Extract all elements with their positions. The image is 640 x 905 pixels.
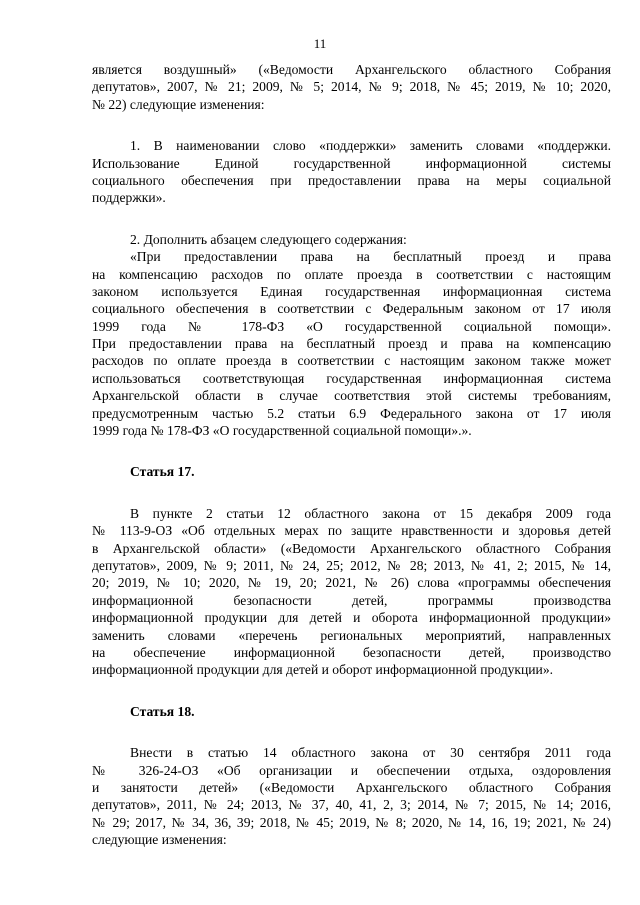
text-line: и занятости детей» («Ведомости Архангельского областного Собрания — [92, 779, 611, 795]
article-heading: Статья 18. — [130, 703, 195, 719]
text-line: № 29; 2017, № 34, 36, 39; 2018, № 45; 2019, № 8; 2020, № 14, 16, 19; 2021, № 24) — [92, 814, 611, 830]
text-line: является воздушный» («Ведомости Архангельского областного Собрания — [92, 62, 611, 77]
text-line: информационной безопасности детей, программы производства — [92, 592, 611, 608]
text-line: депутатов», 2007, № 21; 2009, № 5; 2014, № 9; 2018, № 45; 2019, № 10; 2020, — [92, 79, 611, 95]
text-line: № 113-9-ОЗ «Об отдельных мерах по защите нравственности и здоровья детей — [92, 523, 611, 539]
paragraph — [92, 61, 611, 113]
text-line: «При предоставлении права на бесплатный проезд и права — [130, 249, 611, 265]
text-line: предусмотренным частью 5.2 статьи 6.9 Федерального закона от 17 июля — [92, 405, 611, 421]
text-line: 1999 года № 178-ФЗ «О государственной социальной помощи».». — [92, 423, 472, 439]
text-line: депутатов», 2009, № 9; 2011, № 24, 25; 2012, № 28; 2013, № 41, 2; 2015, № 14, — [92, 557, 611, 573]
text-line: расходов по оплате проезда в соответствии с настоящим законом также может — [92, 353, 611, 369]
document-body — [92, 61, 611, 848]
text-line: на компенсацию расходов по оплате проезда в соответствии с настоящим — [92, 266, 611, 282]
text-line: социального обеспечения в соответствии с Федеральным законом от 17 июля — [92, 301, 611, 317]
text-line: 2. Дополнить абзацем следующего содержания: — [130, 231, 407, 247]
paragraph — [92, 231, 611, 440]
text-line: При предоставлении права на бесплатный проезд и права на компенсацию — [92, 336, 611, 352]
text-line: Архангельской области в случае соответствия этой системы требованиям, — [92, 388, 611, 404]
article-heading: Статья 17. — [130, 464, 195, 480]
text-line: депутатов», 2011, № 24; 2013, № 37, 40, 41, 2, 3; 2014, № 7; 2015, № 14; 2016, — [92, 797, 611, 813]
text-line: поддержки». — [92, 190, 166, 206]
text-line: № 326-24-ОЗ «Об организации и обеспечении отдыха, оздоровления — [92, 762, 611, 778]
paragraph-spacer — [92, 439, 611, 463]
paragraph — [92, 505, 611, 679]
paragraph — [92, 744, 611, 848]
paragraph-spacer — [92, 720, 611, 744]
paragraph-spacer — [92, 113, 611, 137]
text-line: 1999 года № 178-ФЗ «О государственной социальной помощи». — [92, 318, 611, 334]
text-line: информационной продукции для детей и оборота информационной продукции» — [92, 610, 611, 626]
paragraph-spacer — [92, 207, 611, 231]
text-line: законом используется Единая государственная информационная система — [92, 283, 611, 299]
paragraph-spacer — [92, 481, 611, 505]
text-line: использоваться соответствующая государственная информационная система — [92, 370, 611, 386]
text-line: Внести в статью 14 областного закона от 30 сентября 2011 года — [130, 745, 611, 761]
text-line: 20; 2019, № 10; 2020, № 19, 20; 2021, № 26) слова «программы обеспечения — [92, 575, 611, 591]
page-number: 11 — [313, 36, 327, 51]
text-line: № 22) следующие изменения: — [92, 96, 265, 112]
text-line: социального обеспечения при предоставлении права на меры социальной — [92, 172, 611, 188]
text-line: на обеспечение информационной безопасности детей, производство — [92, 644, 611, 660]
paragraph — [92, 137, 611, 207]
text-line: в Архангельской области» («Ведомости Архангельского областного Собрания — [92, 540, 611, 556]
text-line: 1. В наименовании слово «поддержки» заменить словами «поддержки. — [130, 138, 611, 154]
text-line: В пункте 2 статьи 12 областного закона от 15 декабря 2009 года — [130, 505, 611, 521]
text-line: информационной продукции для детей и оборот информационной продукции». — [92, 662, 554, 678]
text-line: заменить словами «перечень региональных мероприятий, направленных — [92, 627, 611, 643]
text-line: Использование Единой государственной информационной системы — [92, 155, 611, 171]
paragraph-spacer — [92, 679, 611, 703]
text-line: следующие изменения: — [92, 832, 227, 848]
